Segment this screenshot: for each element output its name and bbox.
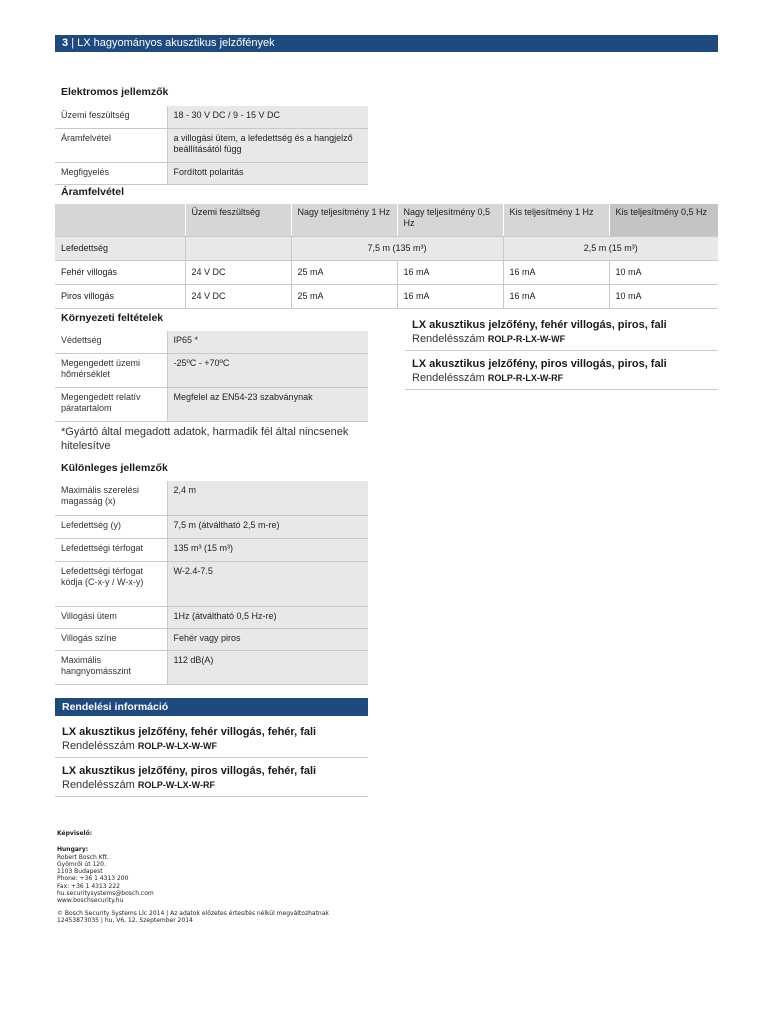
row-label: Megengedett üzemi hőmérséklet (55, 353, 167, 387)
order-number-label: Rendelésszám (412, 333, 485, 345)
footer-website-link[interactable]: www.boschsecurity.hu (57, 897, 124, 905)
table-row (55, 162, 368, 184)
table-cell: 16 mA (503, 284, 609, 308)
header-cell: Kis teljesítmény 1 Hz (503, 204, 609, 236)
header-cell (55, 204, 185, 236)
electrical-table (55, 106, 368, 185)
table-row (55, 538, 368, 561)
table-cell: 10 mA (609, 284, 718, 308)
row-value: 112 dB(A) (167, 650, 368, 684)
header-cell: Nagy teljesítmény 0,5 Hz (397, 204, 503, 236)
row-label: Lefedettségi térfogat kódja (C-x-y / W-x-y) (55, 561, 167, 606)
row-label: Piros villogás (55, 284, 185, 308)
row-value: a villogási ütem, a lefedettség és a hangjelző beállításától függ (167, 128, 368, 162)
row-value: Fordított polaritás (167, 162, 368, 184)
product-item (55, 758, 368, 797)
row-label: Áramfelvétel (55, 128, 167, 162)
table-row (55, 387, 368, 421)
page-header-bar (55, 35, 718, 52)
table-cell: 16 mA (397, 260, 503, 284)
table-cell: 16 mA (503, 260, 609, 284)
footer-country: Hungary: (57, 846, 89, 854)
order-number-code: ROLP-R-LX-W-RF (487, 373, 564, 383)
product-name: LX akusztikus jelzőfény, fehér villogás, fehér, fali (62, 726, 317, 738)
row-value: Fehér vagy piros (167, 628, 368, 650)
order-number-label: Rendelésszám (62, 779, 135, 791)
row-label: Megengedett relatív páratartalom (55, 387, 167, 421)
footer-address-line: Gyömrői út 120. (57, 860, 106, 868)
order-number-code: ROLP-R-LX-W-WF (487, 334, 566, 344)
footer-representative-label: Képviselő: (57, 830, 93, 837)
footer-address-line: Fax: +36 1 4313 222 (57, 882, 120, 890)
row-value: -25ºC - +70ºC (167, 353, 368, 387)
order-number-code: ROLP-W-LX-W-RF (137, 780, 215, 790)
product-item (405, 351, 718, 390)
table-row (55, 236, 718, 260)
product-item (55, 719, 368, 758)
table-cell: 16 mA (397, 284, 503, 308)
table-cell: 25 mA (291, 284, 397, 308)
footer-address-line: 1103 Budapest (57, 868, 103, 876)
table-row (55, 331, 368, 353)
coverage-high-cell: 7,5 m (135 m³) (291, 236, 503, 260)
row-label: Lefedettségi térfogat (55, 538, 167, 561)
footer-email-link[interactable]: hu.securitysystems@bosch.com (57, 890, 154, 898)
ordering-section-header: Rendelési információ (55, 698, 368, 716)
table-cell: 10 mA (609, 260, 718, 284)
row-label: Lefedettség (y) (55, 515, 167, 538)
table-row (55, 128, 368, 162)
table-row (55, 606, 368, 628)
section-title-special: Különleges jellemzők (61, 462, 168, 474)
row-value: 18 - 30 V DC / 9 - 15 V DC (167, 106, 368, 128)
order-number-label: Rendelésszám (62, 740, 135, 752)
row-label: Üzemi feszültség (55, 106, 167, 128)
header-cell: Üzemi feszültség (185, 204, 291, 236)
section-title-electrical: Elektromos jellemzők (61, 86, 169, 98)
table-row (55, 353, 368, 387)
environment-table (55, 331, 368, 422)
row-label: Villogás színe (55, 628, 167, 650)
row-label: Maximális hangnyomásszint (55, 650, 167, 684)
page-header-title: LX hagyományos akusztikus jelzőfények (77, 37, 275, 49)
product-item (405, 312, 718, 351)
table-row (55, 650, 368, 684)
header-cell: Kis teljesítmény 0,5 Hz (609, 204, 718, 236)
product-name: LX akusztikus jelzőfény, piros villogás, piros, fali (412, 358, 667, 370)
row-value: Megfelel az EN54-23 szabványnak (167, 387, 368, 421)
table-row (55, 106, 368, 128)
product-name: LX akusztikus jelzőfény, piros villogás, fehér, fali (62, 765, 317, 777)
row-value: 7,5 m (átváltható 2,5 m-re) (167, 515, 368, 538)
row-value: 2,4 m (167, 481, 368, 515)
row-label: Lefedettség (55, 236, 185, 260)
row-label: Védettség (55, 331, 167, 353)
table-header-row (55, 204, 718, 236)
coverage-low-cell: 2,5 m (15 m³) (503, 236, 718, 260)
current-table (55, 204, 718, 309)
footer-address-line: Phone: +36 1 4313 200 (57, 875, 129, 883)
footer-block (57, 830, 329, 924)
header-separator: | (71, 37, 75, 49)
section-title-current: Áramfelvétel (61, 186, 125, 198)
table-cell: 24 V DC (185, 284, 291, 308)
row-label: Fehér villogás (55, 260, 185, 284)
row-label: Megfigyelés (55, 162, 167, 184)
row-value: W-2.4-7.5 (167, 561, 368, 606)
table-row (55, 481, 368, 515)
table-row (55, 260, 718, 284)
order-number-code: ROLP-W-LX-W-WF (137, 741, 217, 751)
table-cell: 25 mA (291, 260, 397, 284)
table-row (55, 284, 718, 308)
table-row (55, 628, 368, 650)
table-row (55, 515, 368, 538)
row-label: Maximális szerelési magasság (x) (55, 481, 167, 515)
row-value: IP65 * (167, 331, 368, 353)
section-title-environment: Környezeti feltételek (61, 312, 164, 324)
footer-address-line: Robert Bosch Kft. (57, 853, 109, 861)
row-value: 1Hz (átváltható 0,5 Hz-re) (167, 606, 368, 628)
row-label: Villogási ütem (55, 606, 167, 628)
footnote: *Gyártó által megadott adatok, harmadik fél által nincsenek hitelesítve (61, 426, 349, 452)
footer-copyright: © Bosch Security Systems Llc 2014 | Az adatok előzetes értesítés nélkül megváltozhatnak (57, 909, 329, 917)
footer-doc-info: 12453873035 | hu, V6, 12. Szeptember 2014 (57, 916, 193, 924)
order-number-label: Rendelésszám (412, 372, 485, 384)
row-value: 135 m³ (15 m³) (167, 538, 368, 561)
product-name: LX akusztikus jelzőfény, fehér villogás, piros, fali (412, 319, 667, 331)
table-row (55, 561, 368, 606)
table-cell: 24 V DC (185, 260, 291, 284)
page-number: 3 (62, 37, 69, 49)
table-cell (185, 236, 291, 260)
special-table (55, 481, 368, 685)
header-cell: Nagy teljesítmény 1 Hz (291, 204, 397, 236)
